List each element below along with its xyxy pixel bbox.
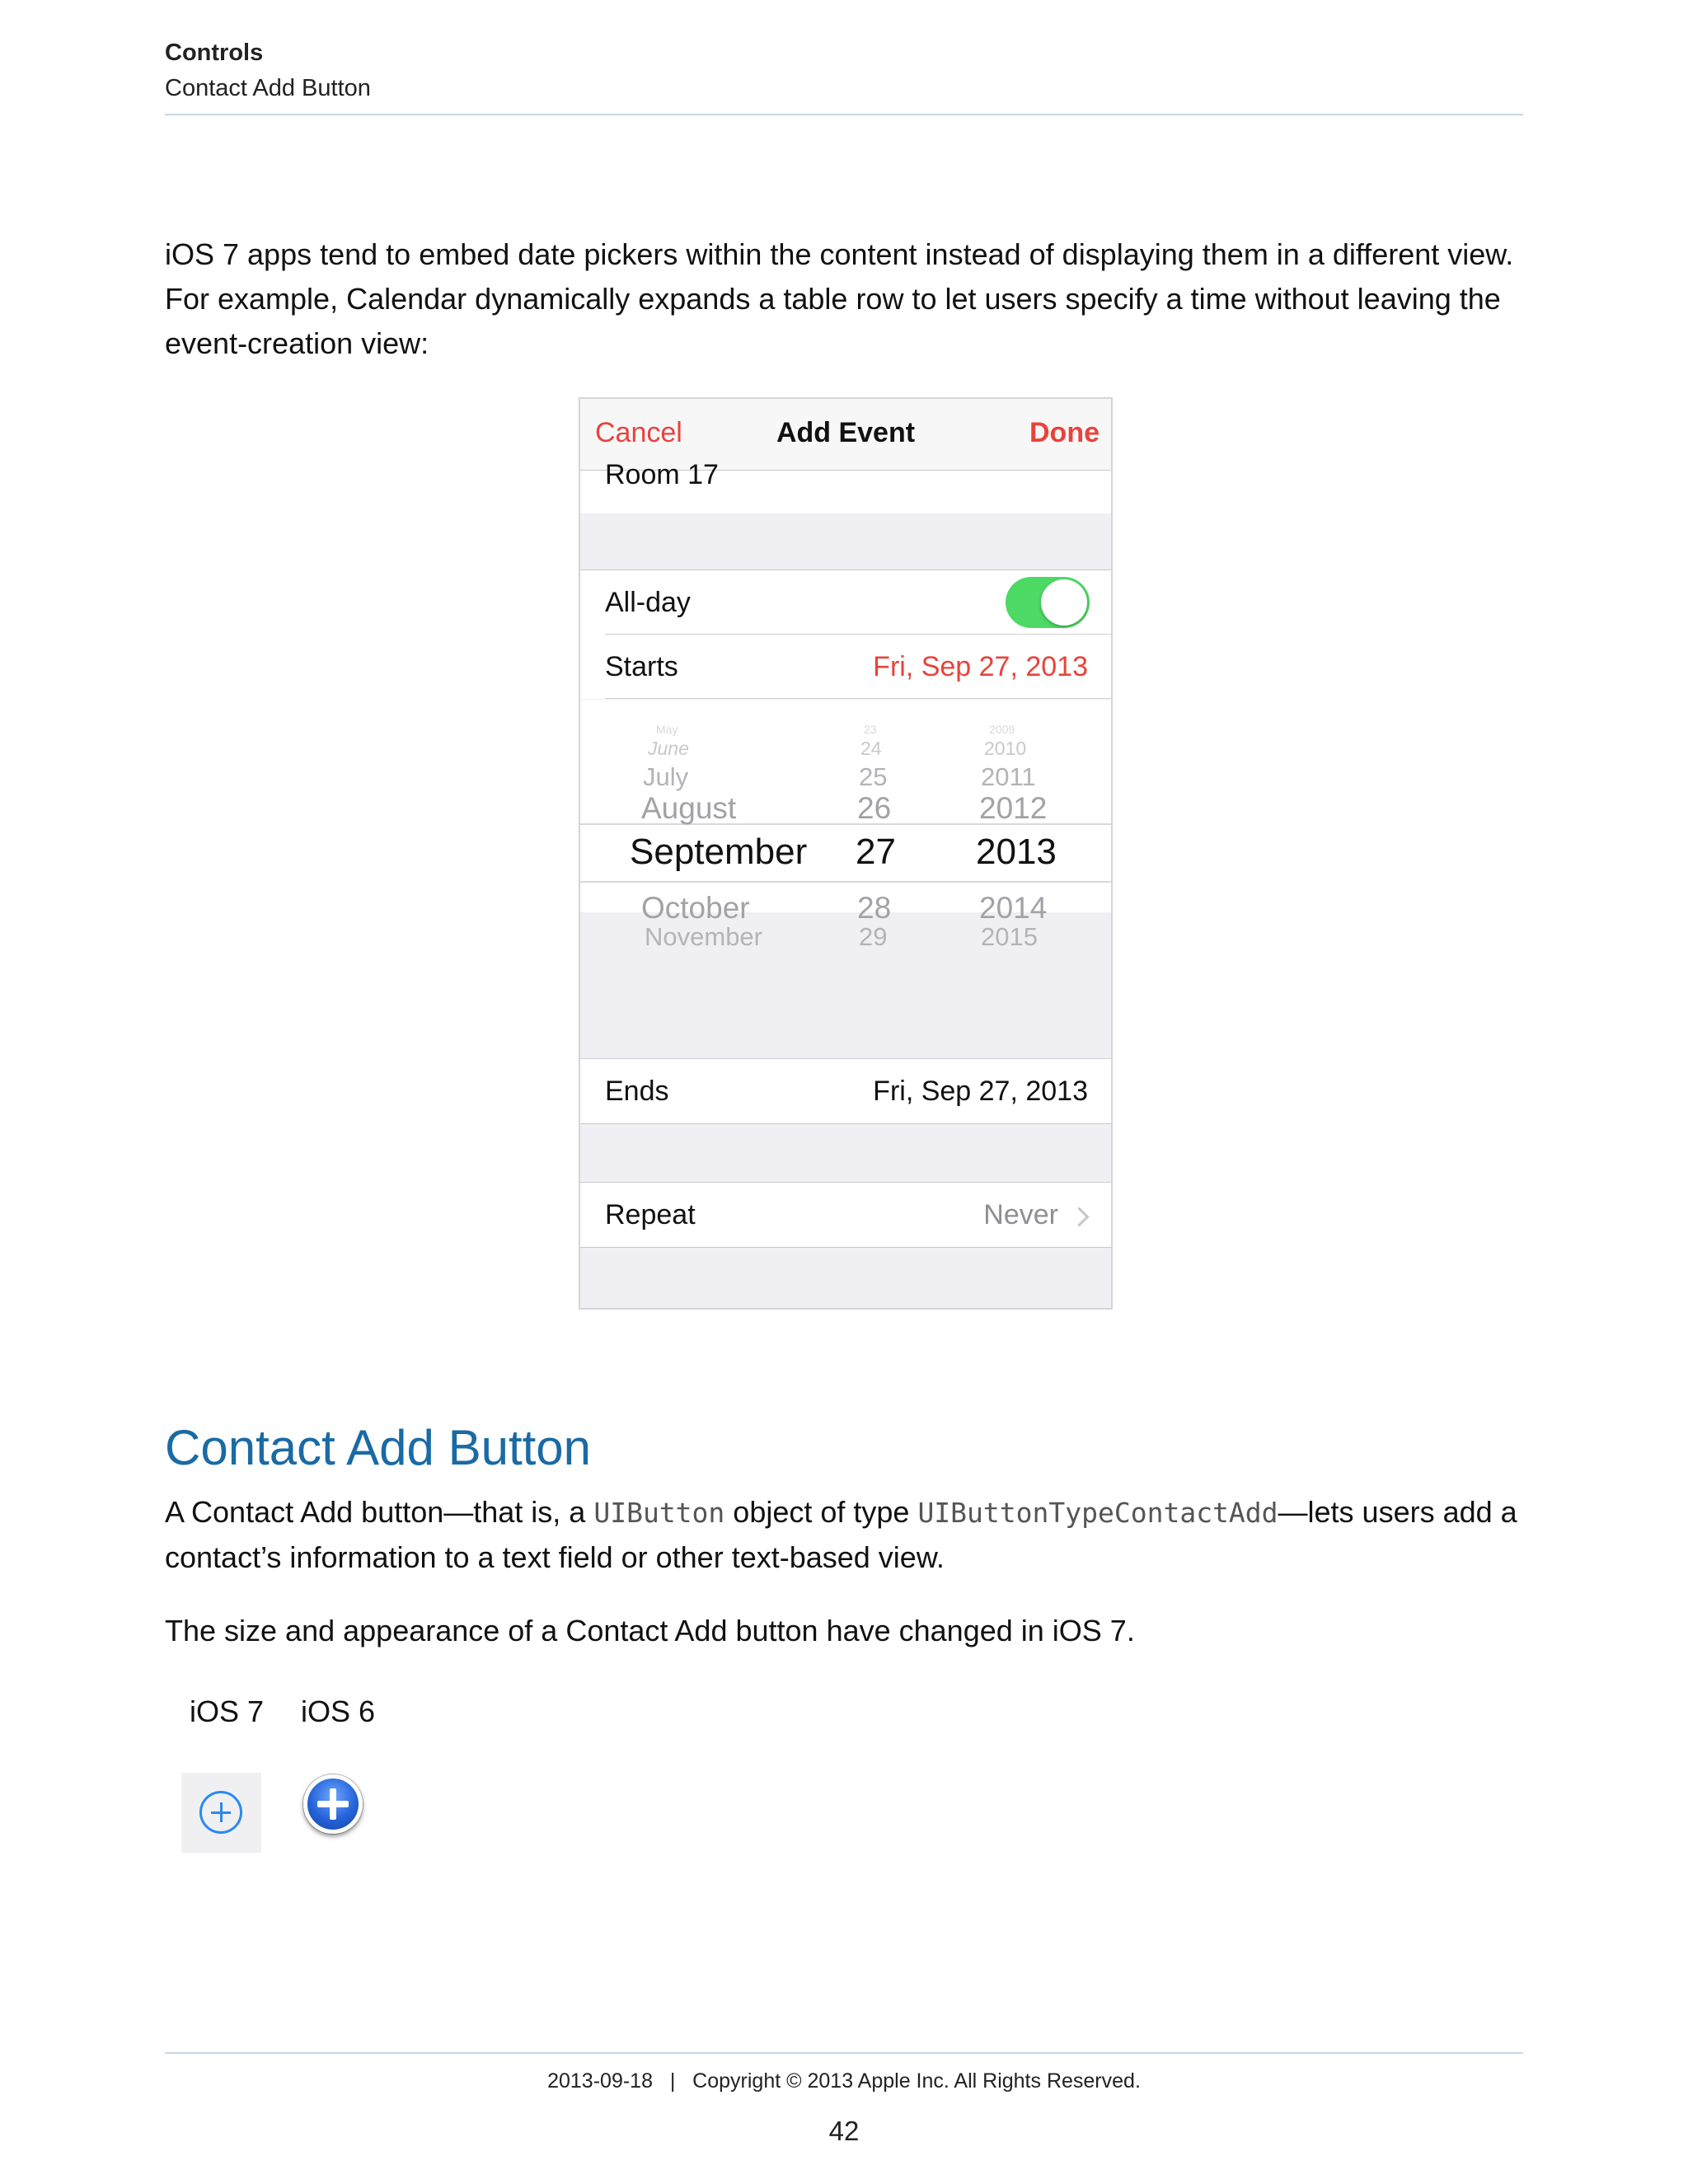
- picker-month[interactable]: July: [643, 762, 689, 791]
- ios7-label: iOS 7: [190, 1694, 265, 1728]
- picker-year[interactable]: 2011: [981, 762, 1036, 791]
- picker-day[interactable]: 29: [859, 922, 888, 951]
- plus-circle-outline-icon[interactable]: [199, 1791, 242, 1834]
- picker-month[interactable]: August: [641, 791, 737, 825]
- footer-copyright: Copyright © 2013 Apple Inc. All Rights Reserved.: [692, 2069, 1141, 2093]
- paragraph-text: object of type: [724, 1495, 918, 1529]
- footer-separator: |: [669, 2069, 676, 2093]
- contact-add-paragraph: [165, 1490, 1525, 1580]
- code-uibutton: UIButton: [593, 1497, 725, 1529]
- ios6-label: iOS 6: [301, 1694, 376, 1728]
- picker-day[interactable]: 23: [864, 723, 877, 736]
- page-number: 42: [828, 2116, 860, 2146]
- paragraph-text: —lets users add a contact’s information to a text field or other text-based view.: [165, 1495, 1517, 1574]
- footer-rule: [165, 2052, 1523, 2054]
- picker-day[interactable]: 24: [860, 738, 882, 759]
- running-header-section: Controls: [165, 40, 264, 66]
- ends-label: Ends: [605, 1076, 669, 1107]
- allday-toggle[interactable]: [1006, 577, 1090, 628]
- repeat-label: Repeat: [605, 1199, 696, 1230]
- picker-day[interactable]: 26: [857, 791, 892, 825]
- picker-year[interactable]: 2010: [984, 738, 1027, 759]
- chevron-right-icon: [1069, 1207, 1089, 1226]
- picker-month[interactable]: November: [645, 922, 762, 951]
- picker-selection-bottom: [580, 881, 1111, 883]
- cancel-button[interactable]: Cancel: [595, 417, 682, 448]
- picker-year[interactable]: 2014: [979, 891, 1048, 925]
- date-picker[interactable]: [580, 700, 1111, 951]
- paragraph-text: A Contact Add button—that is, a: [165, 1495, 594, 1529]
- picker-month-selected[interactable]: September: [630, 832, 808, 872]
- size-change-paragraph: The size and appearance of a Contact Add button have changed in iOS 7.: [165, 1614, 1135, 1647]
- footer-date: 2013-09-18: [547, 2069, 653, 2093]
- code-button-type: UIButtonTypeContactAdd: [917, 1497, 1278, 1529]
- location-row[interactable]: [580, 459, 1111, 513]
- allday-label: All-day: [605, 587, 691, 618]
- picker-month[interactable]: June: [648, 738, 689, 759]
- intro-paragraph: iOS 7 apps tend to embed date pickers within the content instead of displaying them in a different view. For example, Calendar dynamically expands a table row to let users specify a time without leaving the event-creation view:: [165, 237, 1514, 360]
- picker-day[interactable]: 28: [857, 891, 892, 925]
- plus-circle-filled-icon[interactable]: [303, 1774, 363, 1834]
- ends-row[interactable]: [580, 1058, 1111, 1124]
- picker-day-selected[interactable]: 27: [856, 832, 896, 872]
- allday-row: [580, 569, 1111, 635]
- picker-day[interactable]: 25: [859, 762, 888, 791]
- location-text: Room 17: [605, 459, 719, 490]
- ios7-contact-add-sample: [181, 1773, 261, 1853]
- running-header-title: Contact Add Button: [165, 75, 371, 101]
- picker-year[interactable]: 2015: [981, 922, 1038, 951]
- nav-title: Add Event: [776, 417, 916, 448]
- starts-label: Starts: [605, 651, 678, 682]
- footer-line: [0, 2069, 1688, 2093]
- toggle-knob: [1041, 579, 1087, 626]
- picker-year-selected[interactable]: 2013: [976, 832, 1057, 872]
- picker-year[interactable]: 2012: [979, 791, 1048, 825]
- starts-value: Fri, Sep 27, 2013: [873, 651, 1088, 682]
- picker-year[interactable]: 2009: [989, 723, 1015, 736]
- header-rule: [165, 114, 1523, 115]
- picker-month[interactable]: May: [656, 723, 678, 736]
- ends-value: Fri, Sep 27, 2013: [873, 1076, 1088, 1107]
- repeat-row[interactable]: [580, 1182, 1111, 1248]
- calendar-add-event-screenshot: [579, 397, 1113, 1310]
- done-button[interactable]: Done: [1029, 417, 1100, 448]
- row-separator: [605, 698, 1111, 699]
- section-heading: Contact Add Button: [165, 1420, 592, 1475]
- repeat-value: Never: [983, 1199, 1058, 1230]
- starts-row[interactable]: [580, 635, 1111, 699]
- picker-month[interactable]: October: [641, 891, 750, 925]
